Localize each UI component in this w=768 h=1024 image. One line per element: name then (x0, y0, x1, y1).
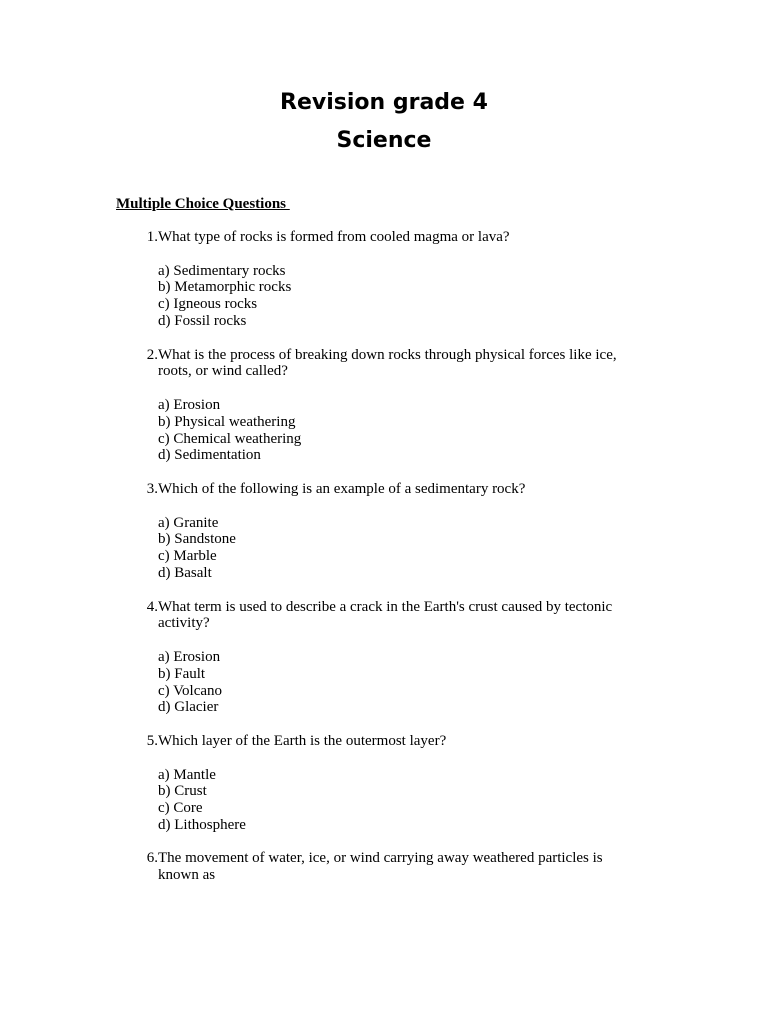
question-text: The movement of water, ice, or wind carrying away weathered particles is known as (158, 850, 603, 884)
answer-option: b) Sandstone (158, 531, 236, 548)
answer-option: c) Marble (158, 548, 217, 565)
question-number: 4. (146, 598, 158, 615)
question-item (116, 599, 636, 717)
answer-options (158, 397, 636, 464)
question-text: Which of the following is an example of a sedimentary rock? (158, 480, 526, 497)
answer-option: d) Sedimentation (158, 447, 261, 464)
question-item (116, 229, 636, 330)
question-text: What is the process of breaking down rocks through physical forces like ice, roots, or wind called? (158, 346, 617, 380)
document-subject: Science (336, 128, 432, 153)
answer-option: a) Erosion (158, 396, 221, 413)
question-number: 5. (146, 732, 158, 749)
answer-option: d) Basalt (158, 564, 212, 581)
question-line (116, 481, 636, 498)
question-item (116, 733, 636, 834)
answer-options (158, 649, 636, 716)
question-number: 1. (146, 229, 158, 245)
question-line (116, 733, 636, 750)
question-line (116, 599, 636, 633)
document-title: Revision grade 4 (280, 90, 488, 115)
answer-option: a) Granite (158, 514, 219, 531)
answer-option: c) Core (158, 800, 203, 817)
answer-options (158, 515, 636, 582)
answer-option: b) Metamorphic rocks (158, 279, 292, 296)
answer-option: d) Glacier (158, 699, 219, 716)
question-number: 3. (146, 480, 158, 497)
question-line (116, 347, 636, 381)
question-number: 6. (146, 850, 158, 867)
answer-option: c) Chemical weathering (158, 430, 302, 447)
answer-option: a) Erosion (158, 648, 221, 665)
question-line (116, 229, 636, 246)
question-line (116, 850, 636, 884)
section-heading: Multiple Choice Questions (116, 196, 290, 212)
answer-option: d) Lithosphere (158, 816, 246, 833)
answer-option: b) Crust (158, 783, 207, 800)
answer-option: a) Mantle (158, 766, 216, 783)
question-item (116, 481, 636, 582)
question-text: What term is used to describe a crack in the Earth's crust caused by tectonic activity? (158, 598, 613, 632)
answer-options (158, 767, 636, 834)
answer-option: b) Fault (158, 665, 206, 682)
question-text: What type of rocks is formed from cooled magma or lava? (158, 229, 510, 245)
question-item (116, 850, 636, 884)
answer-option: d) Fossil rocks (158, 312, 247, 329)
question-item (116, 347, 636, 465)
answer-options (158, 263, 636, 330)
answer-option: c) Igneous rocks (158, 296, 258, 313)
question-number: 2. (146, 346, 158, 363)
answer-option: c) Volcano (158, 682, 223, 699)
answer-option: a) Sedimentary rocks (158, 262, 286, 279)
question-text: Which layer of the Earth is the outermost layer? (158, 732, 447, 749)
answer-option: b) Physical weathering (158, 413, 296, 430)
question-list (116, 229, 636, 901)
